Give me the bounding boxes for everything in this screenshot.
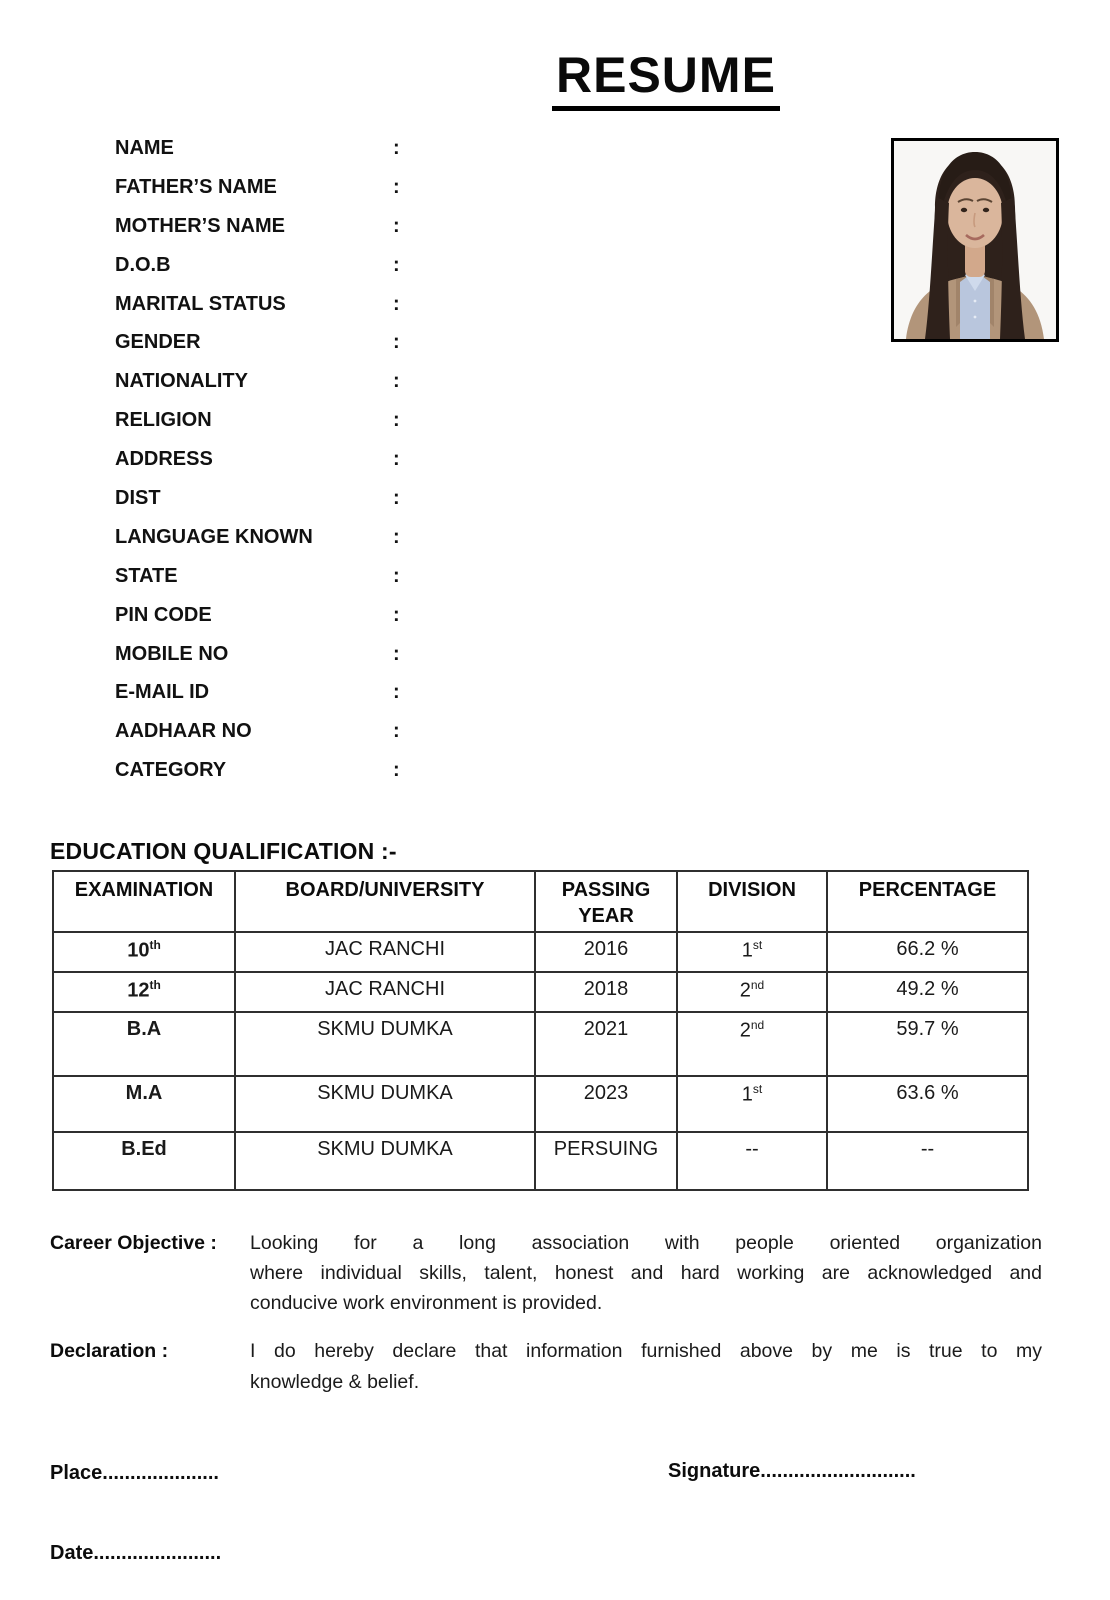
shirt-button — [974, 316, 977, 319]
info-field-colon: : — [393, 720, 400, 743]
cell-text: SKMU DUMKA — [317, 1018, 453, 1040]
info-field-label: NAME — [115, 136, 174, 159]
info-field-label: MARITAL STATUS — [115, 292, 286, 315]
eye-right — [983, 208, 989, 212]
info-field-colon: : — [393, 409, 400, 432]
info-field-label: PIN CODE — [115, 603, 212, 626]
cell-text: 2023 — [583, 1082, 629, 1104]
info-row-marital-status — [115, 285, 403, 324]
cell-passing-year — [535, 1012, 677, 1076]
col-header-percentage: PERCENTAGE — [827, 871, 1028, 932]
cell-board-university — [235, 1012, 535, 1076]
info-row-state — [115, 557, 403, 596]
cell-text: SKMU DUMKA — [317, 1138, 453, 1160]
info-row-address — [115, 440, 403, 479]
info-field-label: AADHAAR NO — [115, 720, 252, 743]
signature-line: Signature............................ — [668, 1460, 916, 1482]
info-field-colon: : — [393, 448, 400, 471]
cell-text: SKMU DUMKA — [317, 1082, 453, 1104]
info-field-colon: : — [393, 681, 400, 704]
info-field-colon: : — [393, 292, 400, 315]
cell-text: B.A — [126, 1018, 162, 1040]
info-field-label: E-MAIL ID — [115, 681, 210, 704]
cell-text: 2 — [739, 1019, 751, 1042]
education-table — [52, 870, 1029, 1191]
declaration-text — [250, 1336, 1042, 1398]
info-field-colon: : — [393, 214, 400, 237]
col-header-examination: EXAMINATION — [53, 871, 235, 932]
cell-division — [677, 1012, 827, 1076]
info-field-label: MOBILE NO — [115, 642, 229, 665]
info-field-label: RELIGION — [115, 409, 212, 432]
cell-text: 49.2 % — [896, 978, 959, 1000]
cell-text: 63.6 % — [896, 1082, 959, 1104]
personal-info-list — [115, 129, 403, 790]
info-field-label: DIST — [115, 486, 161, 509]
info-field-colon: : — [393, 136, 400, 159]
cell-division — [677, 972, 827, 1012]
declaration-section — [50, 1336, 1042, 1398]
cell-text: 2016 — [583, 938, 629, 960]
cell-text: -- — [745, 1138, 759, 1160]
cell-text: JAC RANCHI — [324, 938, 445, 960]
cell-text: 59.7 % — [896, 1018, 959, 1040]
info-row-name — [115, 129, 403, 168]
cell-text: 2 — [739, 979, 751, 1002]
cell-board-university — [235, 932, 535, 972]
info-field-label: FATHER’S NAME — [115, 175, 277, 198]
cell-superscript: th — [149, 978, 161, 992]
cell-board-university — [235, 1132, 535, 1190]
eye-left — [961, 208, 967, 212]
info-field-label: GENDER — [115, 331, 201, 354]
applicant-photo — [891, 138, 1059, 342]
cell-text: 12 — [127, 979, 150, 1002]
education-table-body — [53, 932, 1028, 1190]
info-row-language-known — [115, 518, 403, 557]
info-field-colon: : — [393, 564, 400, 587]
info-field-label: LANGUAGE KNOWN — [115, 525, 313, 548]
cell-superscript: st — [752, 1082, 763, 1096]
info-field-label: D.O.B — [115, 253, 171, 276]
info-field-label: NATIONALITY — [115, 370, 248, 393]
info-row-category — [115, 751, 403, 790]
date-line: Date....................... — [50, 1542, 222, 1564]
text-line: knowledge & belief. — [250, 1371, 420, 1393]
cell-text: PERSUING — [553, 1138, 659, 1160]
info-row-gender — [115, 323, 403, 362]
education-heading: EDUCATION QUALIFICATION :- — [50, 838, 397, 864]
text-line: I do hereby declare that information furnished above by me is true to my — [250, 1340, 1042, 1362]
info-row-pin-code — [115, 596, 403, 635]
info-row-nationality — [115, 362, 403, 401]
cell-text: 66.2 % — [896, 938, 959, 960]
cell-text: 2021 — [583, 1018, 629, 1040]
cell-board-university — [235, 972, 535, 1012]
cell-division — [677, 1076, 827, 1132]
table-row — [53, 972, 1028, 1012]
cell-percentage — [827, 932, 1028, 972]
page-title: RESUME — [552, 50, 780, 111]
cell-examination — [53, 1076, 235, 1132]
col-header-division: DIVISION — [677, 871, 827, 932]
cell-text: B.Ed — [121, 1138, 167, 1160]
cell-percentage — [827, 1132, 1028, 1190]
info-field-colon: : — [393, 759, 400, 782]
table-header-row — [53, 871, 1028, 932]
info-row-mobile-no — [115, 635, 403, 674]
info-field-colon: : — [393, 175, 400, 198]
info-row-father-s-name — [115, 168, 403, 207]
cell-superscript: th — [149, 938, 161, 952]
text-line: where individual skills, talent, honest and hard working are acknowledged and — [250, 1262, 1042, 1284]
cell-passing-year — [535, 972, 677, 1012]
info-field-colon: : — [393, 603, 400, 626]
cell-text: 1 — [741, 1083, 753, 1106]
col-header-passing-year: PASSING YEAR — [535, 871, 677, 932]
cell-percentage — [827, 1076, 1028, 1132]
text-line: Looking for a long association with people oriented organization — [250, 1232, 1042, 1254]
education-table-head — [53, 871, 1028, 932]
cell-examination — [53, 1012, 235, 1076]
cell-superscript: nd — [750, 1018, 765, 1032]
info-field-colon: : — [393, 253, 400, 276]
info-field-colon: : — [393, 370, 400, 393]
table-row — [53, 1076, 1028, 1132]
info-row-religion — [115, 401, 403, 440]
info-row-d-o-b — [115, 246, 403, 285]
career-objective-label: Career Objective : — [50, 1232, 217, 1254]
declaration-label: Declaration : — [50, 1340, 169, 1362]
career-objective-section — [50, 1228, 1042, 1318]
cell-examination — [53, 972, 235, 1012]
cell-examination — [53, 932, 235, 972]
cell-passing-year — [535, 932, 677, 972]
cell-percentage — [827, 972, 1028, 1012]
cell-text: -- — [920, 1138, 935, 1160]
shirt-button — [974, 300, 977, 303]
info-field-colon: : — [393, 525, 400, 548]
info-row-mother-s-name — [115, 207, 403, 246]
info-row-aadhaar-no — [115, 712, 403, 751]
info-field-colon: : — [393, 642, 400, 665]
table-row — [53, 1012, 1028, 1076]
table-row — [53, 1132, 1028, 1190]
col-header-board-university: BOARD/UNIVERSITY — [235, 871, 535, 932]
info-row-dist — [115, 479, 403, 518]
info-field-label: ADDRESS — [115, 448, 213, 471]
info-field-label: MOTHER’S NAME — [115, 214, 285, 237]
cell-passing-year — [535, 1076, 677, 1132]
cell-text: 10 — [127, 939, 150, 962]
text-line: conducive work environment is provided. — [250, 1292, 603, 1314]
cell-text: M.A — [125, 1082, 163, 1104]
table-row — [53, 932, 1028, 972]
cell-board-university — [235, 1076, 535, 1132]
cell-superscript: st — [752, 938, 763, 952]
cell-examination — [53, 1132, 235, 1190]
cell-division — [677, 932, 827, 972]
cell-text: JAC RANCHI — [324, 978, 445, 1000]
career-objective-text — [250, 1228, 1042, 1318]
applicant-photo-illustration — [894, 141, 1056, 339]
info-field-colon: : — [393, 486, 400, 509]
cell-percentage — [827, 1012, 1028, 1076]
info-field-label: STATE — [115, 564, 178, 587]
cell-text: 1 — [741, 939, 753, 962]
cell-division — [677, 1132, 827, 1190]
cell-passing-year — [535, 1132, 677, 1190]
cell-superscript: nd — [750, 978, 765, 992]
info-field-colon: : — [393, 331, 400, 354]
info-field-label: CATEGORY — [115, 759, 227, 782]
cell-text: 2018 — [583, 978, 629, 1000]
place-line: Place..................... — [50, 1462, 219, 1484]
info-row-e-mail-id — [115, 673, 403, 712]
